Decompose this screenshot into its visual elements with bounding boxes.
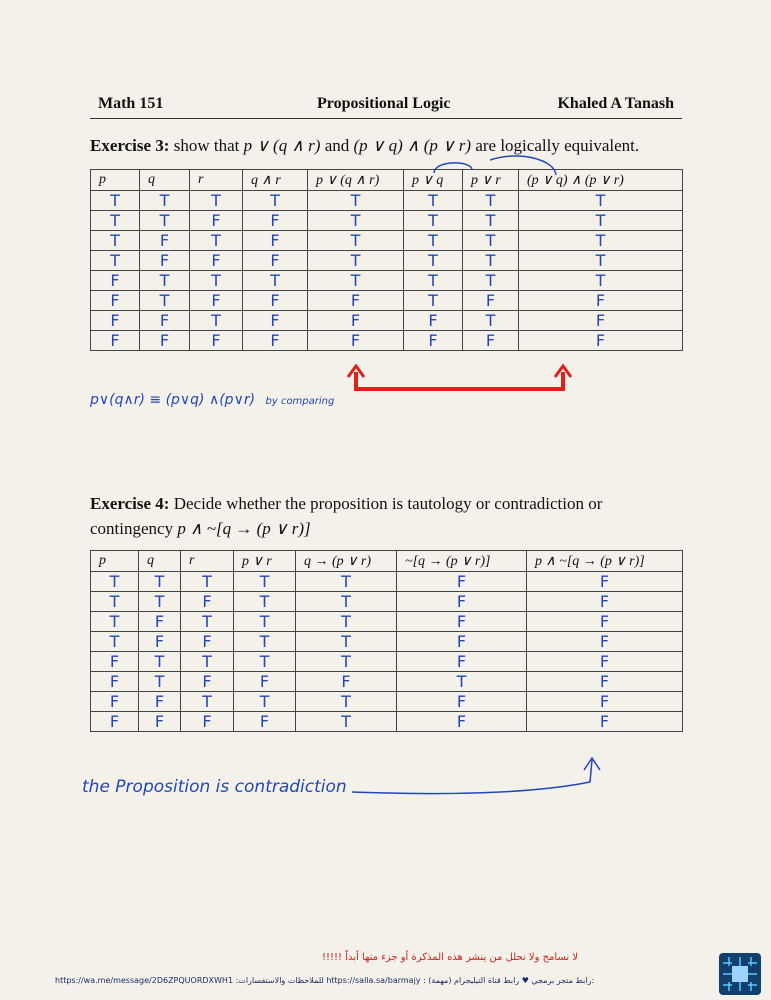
truth-value-cell: T — [404, 231, 463, 251]
truth-value-cell: T — [296, 592, 397, 612]
truth-value-cell: F — [190, 291, 243, 311]
truth-value-cell: T — [234, 692, 296, 712]
table-row — [91, 652, 683, 672]
truth-value-cell: F — [397, 652, 527, 672]
truth-value-cell: T — [296, 692, 397, 712]
logo-icon — [719, 953, 761, 995]
column-header: r — [190, 170, 243, 191]
truth-value-cell: T — [519, 231, 683, 251]
truth-value-cell: T — [91, 572, 139, 592]
truth-value-cell: F — [527, 692, 683, 712]
exercise-3-label: Exercise 3: — [90, 136, 170, 155]
equivalence-statement: p∨(q∧r) ≡ (p∨q) ∧(p∨r) — [90, 392, 256, 408]
table-row — [91, 612, 683, 632]
truth-value-cell: F — [243, 231, 308, 251]
chip-icon — [719, 953, 761, 995]
truth-value-cell: F — [308, 331, 404, 351]
truth-value-cell: F — [139, 632, 181, 652]
table-row — [91, 692, 683, 712]
truth-value-cell: T — [91, 632, 139, 652]
truth-value-cell: F — [519, 291, 683, 311]
truth-value-cell: F — [91, 652, 139, 672]
column-header: q — [140, 170, 190, 191]
truth-value-cell: F — [397, 692, 527, 712]
truth-value-cell: T — [181, 652, 234, 672]
truth-value-cell: F — [181, 632, 234, 652]
column-header: p ∧ ~[q → (p ∨ r)] — [527, 551, 683, 572]
truth-value-cell: T — [140, 191, 190, 211]
truth-value-cell: F — [140, 311, 190, 331]
truth-value-cell: F — [91, 271, 140, 291]
truth-value-cell: T — [397, 672, 527, 692]
truth-value-cell: T — [404, 211, 463, 231]
truth-value-cell: T — [296, 712, 397, 732]
truth-value-cell: T — [181, 572, 234, 592]
truth-value-cell: T — [234, 652, 296, 672]
truth-value-cell: F — [91, 291, 140, 311]
truth-value-cell: F — [397, 632, 527, 652]
exercise-4-formula: p ∧ ~[q → (p ∨ r)] — [177, 519, 311, 538]
column-header: p — [91, 170, 140, 191]
table-row — [91, 712, 683, 732]
exercise-4-text: Decide whether the proposition is tautology or contradiction or — [169, 494, 603, 513]
truth-value-cell: F — [296, 672, 397, 692]
exercise-4-label: Exercise 4: — [90, 494, 170, 513]
exercise-3-text-end: are logically equivalent. — [471, 136, 640, 155]
truth-value-cell: F — [527, 672, 683, 692]
truth-value-cell: T — [463, 251, 519, 271]
table-row — [91, 632, 683, 652]
truth-value-cell: T — [519, 251, 683, 271]
truth-value-cell: T — [140, 211, 190, 231]
truth-value-cell: F — [140, 231, 190, 251]
truth-value-cell: F — [91, 692, 139, 712]
truth-value-cell: T — [404, 271, 463, 291]
equivalence-method: by comparing — [265, 396, 335, 407]
truth-value-cell: T — [91, 231, 140, 251]
truth-value-cell: F — [190, 211, 243, 231]
truth-value-cell: T — [404, 251, 463, 271]
truth-value-cell: T — [139, 672, 181, 692]
truth-value-cell: T — [463, 191, 519, 211]
table-row — [91, 572, 683, 592]
truth-value-cell: T — [296, 652, 397, 672]
equivalence-note — [90, 392, 334, 408]
column-header: p ∨ (q ∧ r) — [308, 170, 404, 191]
truth-value-cell: F — [91, 672, 139, 692]
truth-value-cell: T — [91, 592, 139, 612]
exercise-3-text-and: and — [320, 136, 354, 155]
truth-value-cell: F — [519, 311, 683, 331]
truth-value-cell: T — [91, 612, 139, 632]
column-header: r — [181, 551, 234, 572]
truth-value-cell: T — [308, 191, 404, 211]
author-name: Khaled A Tanash — [557, 95, 674, 112]
truth-value-cell: F — [397, 612, 527, 632]
column-header: q ∧ r — [243, 170, 308, 191]
truth-value-cell: T — [308, 211, 404, 231]
truth-value-cell: T — [190, 191, 243, 211]
truth-value-cell: F — [397, 592, 527, 612]
truth-value-cell: T — [181, 692, 234, 712]
truth-value-cell: T — [296, 612, 397, 632]
truth-value-cell: F — [397, 712, 527, 732]
column-header: ~[q → (p ∨ r)] — [397, 551, 527, 572]
truth-value-cell: T — [463, 211, 519, 231]
truth-value-cell: F — [397, 572, 527, 592]
truth-value-cell: F — [140, 331, 190, 351]
truth-value-cell: F — [527, 712, 683, 732]
exercise-3-text: show that — [169, 136, 244, 155]
truth-value-cell: F — [139, 712, 181, 732]
truth-value-cell: F — [91, 311, 140, 331]
truth-value-cell: F — [140, 251, 190, 271]
copyright-warning: لا نسامح ولا نحلل من ينشر هذه المذكرة أو جزء منها أبداً !!!!! — [321, 952, 579, 963]
truth-value-cell: T — [243, 191, 308, 211]
truth-value-cell: F — [139, 692, 181, 712]
truth-value-cell: F — [527, 632, 683, 652]
truth-value-cell: F — [519, 331, 683, 351]
truth-value-cell: F — [234, 712, 296, 732]
truth-value-cell: F — [463, 331, 519, 351]
truth-value-cell: F — [404, 331, 463, 351]
table-row — [91, 672, 683, 692]
truth-value-cell: T — [91, 191, 140, 211]
column-header: p ∨ q — [404, 170, 463, 191]
table-row — [91, 592, 683, 612]
truth-value-cell: F — [181, 592, 234, 612]
truth-value-cell: T — [463, 271, 519, 291]
column-header: p ∨ r — [463, 170, 519, 191]
truth-value-cell: T — [296, 572, 397, 592]
truth-value-cell: T — [308, 251, 404, 271]
truth-value-cell: F — [243, 211, 308, 231]
truth-value-cell: F — [527, 592, 683, 612]
exercise-4-text-2: contingency — [90, 519, 178, 538]
truth-value-cell: F — [190, 251, 243, 271]
truth-value-cell: T — [296, 632, 397, 652]
truth-value-cell: T — [519, 211, 683, 231]
truth-value-cell: T — [234, 592, 296, 612]
truth-value-cell: F — [243, 311, 308, 331]
column-header: (p ∨ q) ∧ (p ∨ r) — [519, 170, 683, 191]
truth-value-cell: T — [140, 271, 190, 291]
footer-links[interactable]: https://wa.me/message/2D6ZPQUORDXWH1 :للملاحظات والاستفسارات https://salla.sa/barmajy : رابط متجر برمجي ♥ رابط قناة التيليجرام (مهمة): — [55, 976, 595, 985]
truth-value-cell: F — [91, 712, 139, 732]
exercise-3-formula-b: (p ∨ q) ∧ (p ∨ r) — [353, 136, 472, 155]
truth-value-cell: F — [190, 331, 243, 351]
truth-value-cell: T — [519, 191, 683, 211]
truth-value-cell: T — [308, 271, 404, 291]
exercise-3-formula-a: p ∨ (q ∧ r) — [243, 136, 321, 155]
truth-value-cell: F — [181, 712, 234, 732]
truth-value-cell: F — [527, 572, 683, 592]
conclusion-note: the Proposition is contradiction — [82, 777, 347, 797]
truth-value-cell: F — [527, 652, 683, 672]
truth-value-cell: T — [139, 572, 181, 592]
truth-value-cell: F — [243, 291, 308, 311]
column-header: q → (p ∨ r) — [296, 551, 397, 572]
truth-value-cell: F — [234, 672, 296, 692]
truth-value-cell: T — [181, 612, 234, 632]
truth-value-cell: F — [308, 311, 404, 331]
truth-value-cell: T — [243, 271, 308, 291]
column-header: p ∨ r — [234, 551, 296, 572]
truth-value-cell: T — [91, 211, 140, 231]
table-header-row — [91, 551, 683, 572]
truth-value-cell: F — [308, 291, 404, 311]
truth-value-cell: F — [404, 311, 463, 331]
truth-value-cell: T — [139, 592, 181, 612]
truth-value-cell: F — [527, 612, 683, 632]
truth-value-cell: F — [139, 612, 181, 632]
truth-value-cell: T — [404, 291, 463, 311]
truth-value-cell: T — [91, 251, 140, 271]
truth-value-cell: F — [243, 331, 308, 351]
table-body — [91, 572, 683, 732]
truth-value-cell: T — [308, 231, 404, 251]
truth-value-cell: T — [519, 271, 683, 291]
truth-value-cell: F — [463, 291, 519, 311]
truth-value-cell: F — [91, 331, 140, 351]
truth-value-cell: T — [190, 271, 243, 291]
truth-value-cell: T — [190, 311, 243, 331]
exercise-4-truth-table — [90, 550, 683, 732]
course-name: Math 151 — [98, 95, 164, 112]
truth-value-cell: T — [463, 311, 519, 331]
truth-value-cell: T — [140, 291, 190, 311]
column-header: q — [139, 551, 181, 572]
exercise-4-statement — [90, 491, 602, 541]
truth-value-cell: F — [181, 672, 234, 692]
truth-value-cell: T — [234, 632, 296, 652]
truth-value-cell: T — [190, 231, 243, 251]
truth-value-cell: T — [404, 191, 463, 211]
truth-value-cell: T — [234, 572, 296, 592]
truth-value-cell: T — [139, 652, 181, 672]
truth-value-cell: T — [234, 612, 296, 632]
truth-value-cell: T — [463, 231, 519, 251]
page-title: Propositional Logic — [317, 95, 451, 112]
truth-value-cell: F — [243, 251, 308, 271]
column-header: p — [91, 551, 139, 572]
